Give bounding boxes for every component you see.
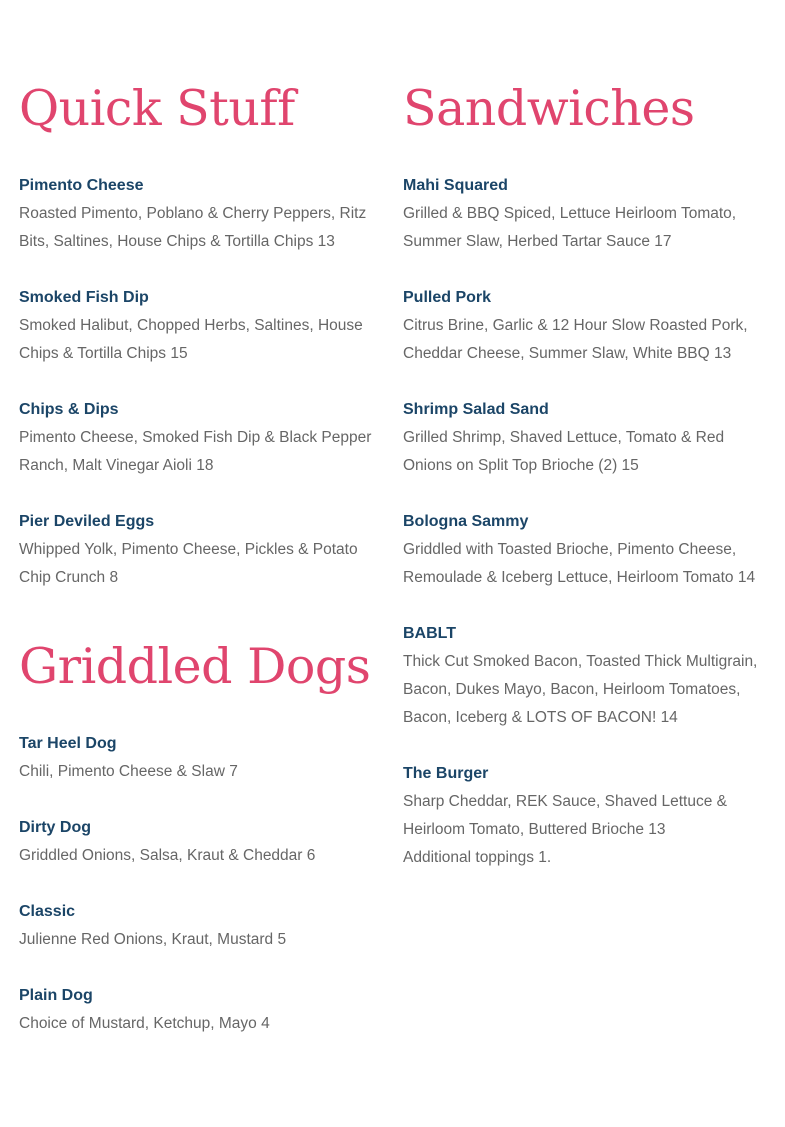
- menu-item-pier-deviled-eggs: [19, 508, 387, 592]
- menu-item-description: Griddled with Toasted Brioche, Pimento Cheese, Remoulade & Iceberg Lettuce, Heirloom Tomato 14: [403, 541, 756, 586]
- menu-item-name: Chips & Dips: [19, 401, 119, 418]
- menu-item-description: Grilled Shrimp, Shaved Lettuce, Tomato & Red Onions on Split Top Brioche (2) 15: [403, 429, 725, 474]
- menu-item-description: Roasted Pimento, Poblano & Cherry Peppers, Ritz Bits, Saltines, House Chips & Tortilla Chips 13: [19, 205, 367, 250]
- menu-item-name: Pulled Pork: [403, 289, 492, 306]
- menu-item-the-burger: [403, 760, 771, 872]
- menu-item-name: Plain Dog: [19, 987, 93, 1004]
- menu-item-name: Pimento Cheese: [19, 177, 144, 194]
- menu-item-description: [403, 788, 771, 872]
- menu-item-name: Pier Deviled Eggs: [19, 513, 155, 530]
- menu-item-name: Tar Heel Dog: [19, 735, 117, 752]
- section-title-sandwiches: Sandwiches: [403, 80, 695, 137]
- menu-item-bologna-sammy: [403, 508, 771, 592]
- menu-item-bablt: [403, 620, 771, 732]
- menu-item-name: Mahi Squared: [403, 177, 508, 194]
- menu-item-name: The Burger: [403, 765, 489, 782]
- menu-item-description: Pimento Cheese, Smoked Fish Dip & Black Pepper Ranch, Malt Vinegar Aioli 18: [19, 429, 372, 474]
- menu-item-classic: [19, 898, 387, 954]
- menu-item-smoked-fish-dip: [19, 284, 387, 368]
- menu-item-description: Citrus Brine, Garlic & 12 Hour Slow Roasted Pork, Cheddar Cheese, Summer Slaw, White BBQ 13: [403, 317, 748, 362]
- menu-item-dirty-dog: [19, 814, 387, 870]
- menu-item-note: Additional toppings 1.: [403, 849, 552, 866]
- menu-item-description: Julienne Red Onions, Kraut, Mustard 5: [19, 931, 287, 948]
- section-spacer: [19, 620, 387, 636]
- menu-item-description: Griddled Onions, Salsa, Kraut & Cheddar 6: [19, 847, 316, 864]
- menu-item-description: Thick Cut Smoked Bacon, Toasted Thick Multigrain, Bacon, Dukes Mayo, Bacon, Heirloom Tomatoes, Bacon, Iceberg & LOTS OF BACON! 14: [403, 653, 758, 726]
- menu-item-description: Smoked Halibut, Chopped Herbs, Saltines, House Chips & Tortilla Chips 15: [19, 317, 363, 362]
- menu-item-name: Bologna Sammy: [403, 513, 529, 530]
- menu-item-shrimp-salad-sand: [403, 396, 771, 480]
- menu-item-plain-dog: [19, 982, 387, 1038]
- menu-item-pulled-pork: [403, 284, 771, 368]
- menu-item-name: Smoked Fish Dip: [19, 289, 149, 306]
- section-title-quick-stuff: Quick Stuff: [19, 80, 295, 137]
- section-quick-stuff: [19, 78, 387, 592]
- menu-item-name: Dirty Dog: [19, 819, 91, 836]
- menu-item-name: Classic: [19, 903, 76, 920]
- menu-item-description-text: Sharp Cheddar, REK Sauce, Shaved Lettuce & Heirloom Tomato, Buttered Brioche 13: [403, 793, 727, 838]
- menu-item-pimento-cheese: [19, 172, 387, 256]
- menu-item-chips-and-dips: [19, 396, 387, 480]
- right-column: [403, 78, 771, 900]
- section-sandwiches: [403, 78, 771, 872]
- menu-item-description: Chili, Pimento Cheese & Slaw 7: [19, 763, 238, 780]
- menu-item-name: Shrimp Salad Sand: [403, 401, 549, 418]
- section-title-griddled-dogs: Griddled Dogs: [19, 638, 371, 695]
- menu-item-name: BABLT: [403, 625, 457, 642]
- menu-item-description: Whipped Yolk, Pimento Cheese, Pickles & Potato Chip Crunch 8: [19, 541, 358, 586]
- menu-item-description: Grilled & BBQ Spiced, Lettuce Heirloom Tomato, Summer Slaw, Herbed Tartar Sauce 17: [403, 205, 737, 250]
- section-griddled-dogs: [19, 636, 387, 1038]
- menu-item-tar-heel-dog: [19, 730, 387, 786]
- menu-item-description: Choice of Mustard, Ketchup, Mayo 4: [19, 1015, 270, 1032]
- left-column: [19, 78, 387, 1066]
- menu-item-mahi-squared: [403, 172, 771, 256]
